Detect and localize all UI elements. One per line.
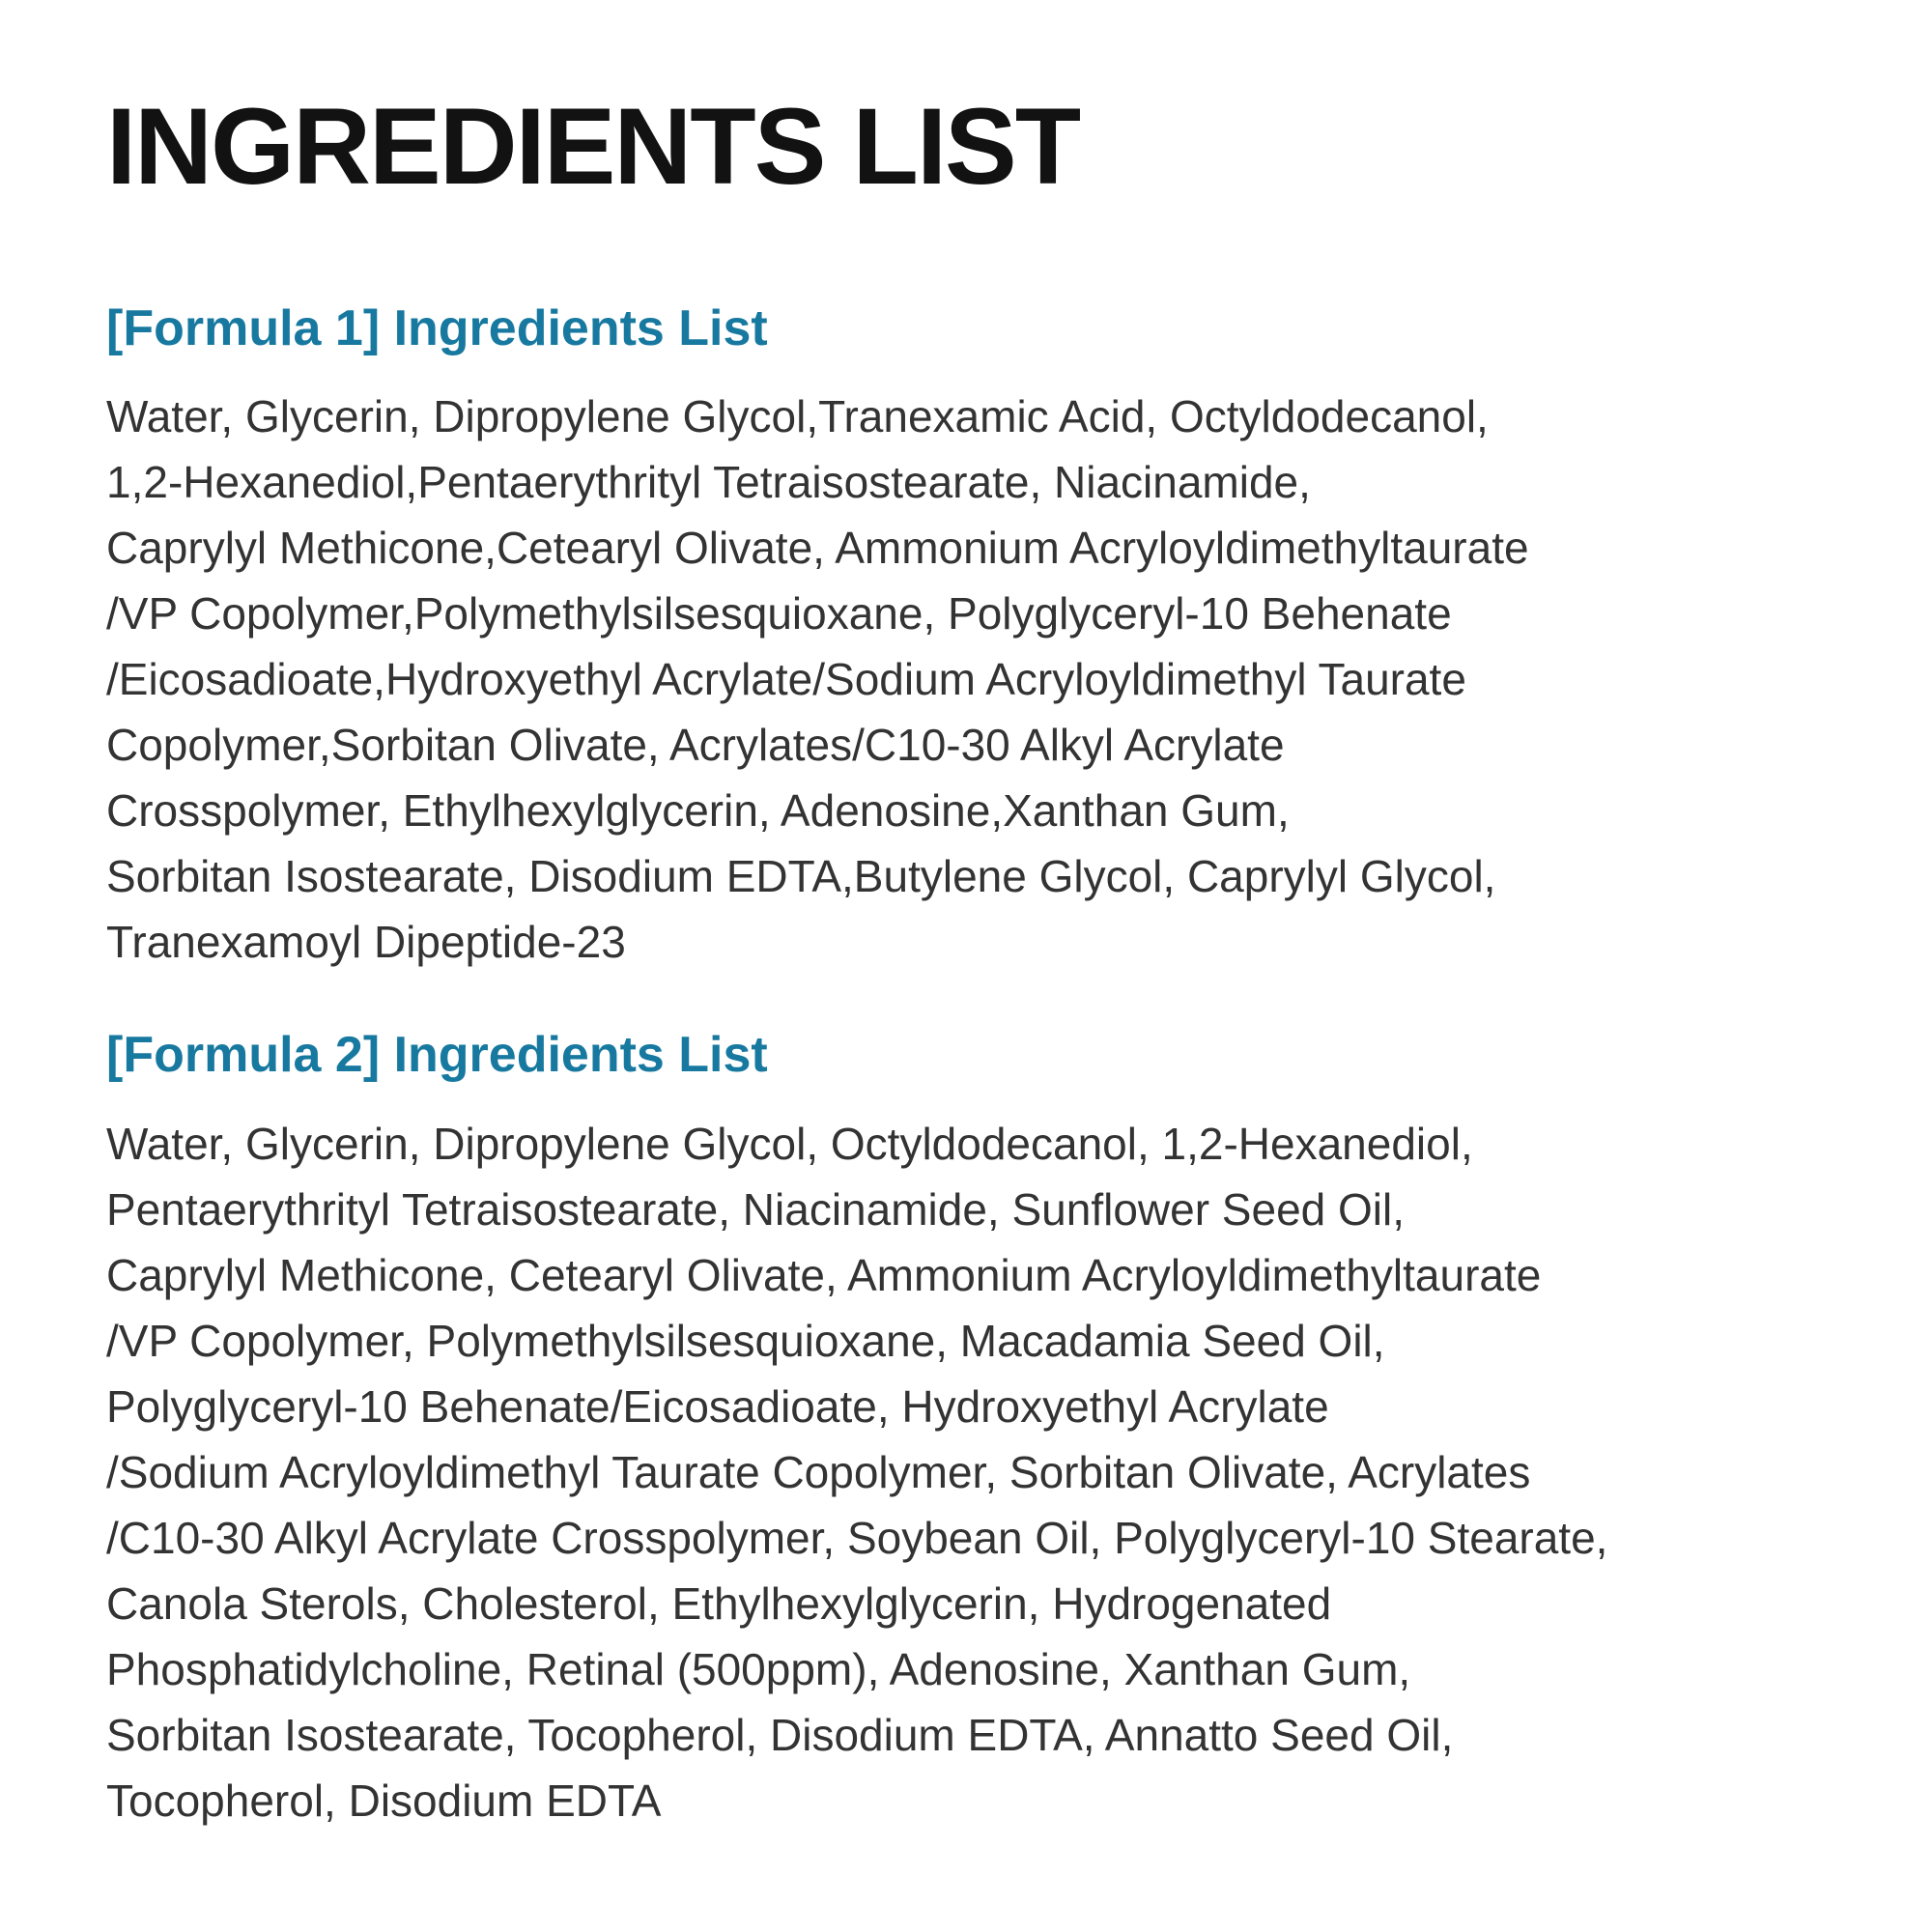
ingredient-line: Copolymer,Sorbitan Olivate, Acrylates/C10-30 Alkyl Acrylate: [106, 720, 1285, 771]
ingredient-line: Sorbitan Isostearate, Tocopherol, Disodium EDTA, Annatto Seed Oil,: [106, 1709, 1454, 1760]
ingredient-line: /Sodium Acryloyldimethyl Taurate Copolymer, Sorbitan Olivate, Acrylates: [106, 1446, 1531, 1497]
ingredient-line: Water, Glycerin, Dipropylene Glycol, Octyldodecanol, 1,2-Hexanediol,: [106, 1118, 1473, 1169]
formula-2-ingredients: [106, 1111, 1826, 1833]
ingredient-line: Crosspolymer, Ethylhexylglycerin, Adenosine,Xanthan Gum,: [106, 785, 1290, 837]
ingredient-line: Canola Sterols, Cholesterol, Ethylhexylglycerin, Hydrogenated: [106, 1577, 1332, 1629]
ingredient-line: Pentaerythrityl Tetraisostearate, Niacinamide, Sunflower Seed Oil,: [106, 1183, 1406, 1235]
formula-1-ingredients: [106, 384, 1826, 975]
ingredient-line: Polyglyceryl-10 Behenate/Eicosadioate, Hydroxyethyl Acrylate: [106, 1380, 1329, 1432]
ingredient-line: Caprylyl Methicone,Cetearyl Olivate, Ammonium Acryloyldimethyltaurate: [106, 523, 1529, 574]
ingredient-line: /VP Copolymer,Polymethylsilsesquioxane, Polyglyceryl-10 Behenate: [106, 588, 1452, 639]
formula-2-section: [106, 1025, 1826, 1833]
formula-1-heading: [Formula 1] Ingredients List: [106, 299, 768, 356]
formula-2-heading: [Formula 2] Ingredients List: [106, 1027, 768, 1084]
ingredient-line: Phosphatidylcholine, Retinal (500ppm), Adenosine, Xanthan Gum,: [106, 1643, 1411, 1694]
ingredient-line: /C10-30 Alkyl Acrylate Crosspolymer, Soybean Oil, Polyglyceryl-10 Stearate,: [106, 1512, 1608, 1563]
formula-1-section: [106, 298, 1826, 975]
ingredient-line: Sorbitan Isostearate, Disodium EDTA,Butylene Glycol, Caprylyl Glycol,: [106, 851, 1496, 902]
ingredient-line: 1,2-Hexanediol,Pentaerythrityl Tetraisostearate, Niacinamide,: [106, 457, 1311, 508]
ingredient-line: Tranexamoyl Dipeptide-23: [106, 917, 626, 968]
ingredient-line: Tocopherol, Disodium EDTA: [106, 1775, 662, 1826]
ingredient-line: Water, Glycerin, Dipropylene Glycol,Tranexamic Acid, Octyldodecanol,: [106, 391, 1489, 442]
ingredient-line: /VP Copolymer, Polymethylsilsesquioxane, Macadamia Seed Oil,: [106, 1315, 1385, 1366]
ingredient-line: Caprylyl Methicone, Cetearyl Olivate, Ammonium Acryloyldimethyltaurate: [106, 1249, 1542, 1300]
page-title: INGREDIENTS LIST: [106, 86, 1080, 207]
ingredient-line: /Eicosadioate,Hydroxyethyl Acrylate/Sodium Acryloyldimethyl Taurate: [106, 654, 1466, 705]
